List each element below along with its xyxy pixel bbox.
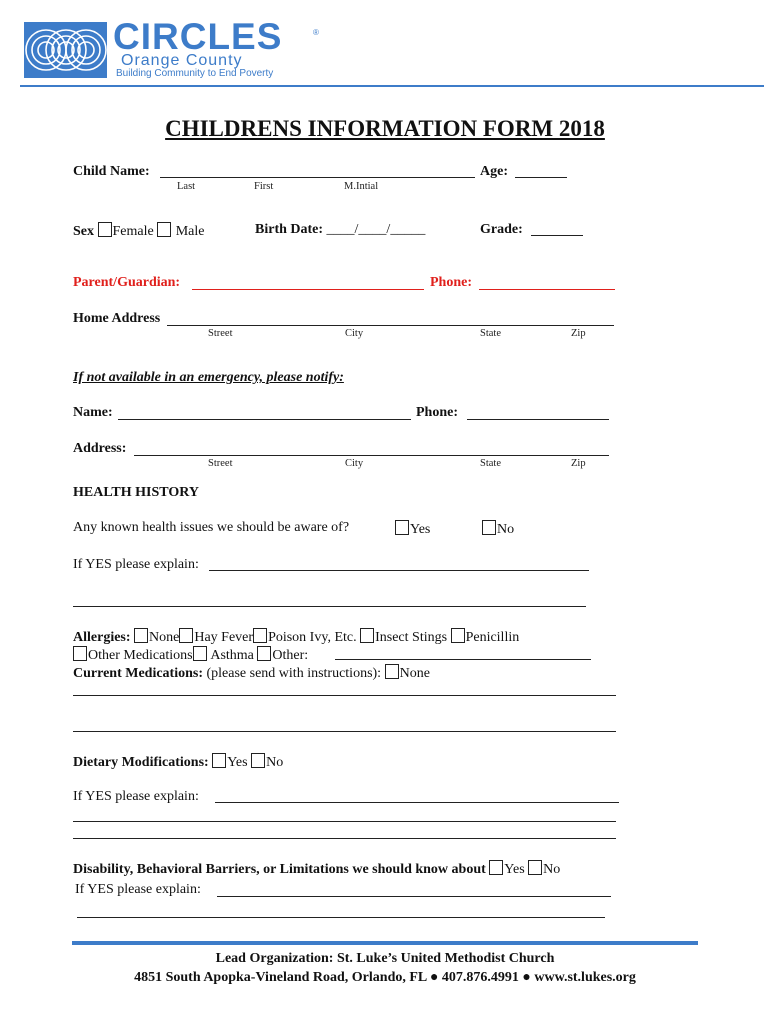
sex-row: [73, 222, 204, 240]
dietary-row: [73, 753, 283, 771]
disability-no-label: No: [543, 862, 561, 877]
child-name-field[interactable]: [160, 177, 475, 178]
health-no-option: [482, 520, 514, 538]
health-explain-field-2[interactable]: [73, 606, 586, 607]
birth-date-row: [255, 222, 425, 238]
emergency-phone-label: Phone:: [416, 405, 458, 420]
emergency-street: Street: [208, 458, 233, 469]
allergy-other-checkbox[interactable]: [257, 646, 271, 661]
allergy-penicillin-label: Penicillin: [465, 630, 520, 645]
birth-date-field[interactable]: ____/____/_____: [326, 222, 426, 237]
footer-contact: 4851 South Apopka-Vineland Road, Orlando, FL ● 407.876.4991 ● www.st.lukes.org: [134, 970, 636, 985]
form-title: CHILDRENS INFORMATION FORM 2018: [165, 116, 605, 141]
allergy-other-meds-label: Other Medications: [88, 648, 193, 663]
sex-label: Sex: [73, 224, 94, 239]
emergency-name-field[interactable]: [118, 419, 411, 420]
disability-explain-field-2[interactable]: [77, 917, 605, 918]
dietary-explain-label: If YES please explain:: [73, 789, 199, 804]
parent-field[interactable]: [192, 289, 424, 290]
footer-divider: [72, 941, 698, 945]
dietary-explain-field-2[interactable]: [73, 821, 616, 822]
footer-organization: Lead Organization: St. Luke’s United Methodist Church: [215, 951, 555, 966]
disability-label: Disability, Behavioral Barriers, or Limitations we should know about: [73, 862, 486, 877]
health-no-label: No: [497, 522, 515, 537]
allergy-other-meds-checkbox[interactable]: [73, 646, 87, 661]
emergency-heading: If not available in an emergency, please notify:: [73, 370, 344, 385]
grade-label: Grade:: [480, 222, 523, 237]
health-yes-label: Yes: [410, 522, 431, 537]
allergy-hay-fever-checkbox[interactable]: [179, 628, 193, 643]
logo-tagline: Building Community to End Poverty: [116, 68, 274, 79]
name-part-last: Last: [177, 181, 196, 192]
dietary-yes-checkbox[interactable]: [212, 753, 226, 768]
emergency-zip: Zip: [571, 458, 586, 469]
dietary-no-label: No: [266, 755, 284, 770]
emergency-phone-field[interactable]: [467, 419, 609, 420]
logo-mark: [24, 22, 107, 78]
allergy-none-checkbox[interactable]: [134, 628, 148, 643]
allergy-other-field[interactable]: [335, 659, 591, 660]
allergy-none-label: None: [149, 630, 180, 645]
allergies-row-2: [73, 646, 308, 664]
allergies-label: Allergies:: [73, 630, 131, 645]
age-label: Age:: [480, 164, 508, 179]
allergy-penicillin-checkbox[interactable]: [451, 628, 465, 643]
female-label: Female: [112, 224, 154, 239]
disability-yes-label: Yes: [504, 862, 525, 877]
health-yes-checkbox[interactable]: [395, 520, 409, 535]
logo-county: Orange County: [121, 52, 243, 69]
child-name-label: Child Name:: [73, 164, 150, 179]
health-no-checkbox[interactable]: [482, 520, 496, 535]
name-part-middle: M.Intial: [344, 181, 379, 192]
home-address-field[interactable]: [167, 325, 614, 326]
home-city: City: [345, 328, 364, 339]
home-zip: Zip: [571, 328, 586, 339]
medications-row: [73, 664, 430, 682]
allergy-insect-checkbox[interactable]: [360, 628, 374, 643]
allergy-hay-fever-label: Hay Fever: [194, 630, 254, 645]
medications-field-1[interactable]: [73, 695, 616, 696]
grade-field[interactable]: [531, 235, 583, 236]
health-explain-label: If YES please explain:: [73, 557, 199, 572]
age-field[interactable]: [515, 177, 567, 178]
medications-label: Current Medications:: [73, 666, 203, 681]
allergy-poison-ivy-checkbox[interactable]: [253, 628, 267, 643]
disability-no-checkbox[interactable]: [528, 860, 542, 875]
medications-none-checkbox[interactable]: [385, 664, 399, 679]
allergies-row: [73, 628, 519, 646]
logo-reg-mark: ®: [313, 28, 319, 37]
emergency-state: State: [480, 458, 501, 469]
dietary-explain-field-3[interactable]: [73, 838, 616, 839]
allergy-poison-ivy-label: Poison Ivy, Etc.: [268, 630, 357, 645]
health-explain-field[interactable]: [209, 570, 589, 571]
medications-note: (please send with instructions):: [206, 666, 382, 681]
allergy-insect-label: Insect Stings: [375, 630, 448, 645]
male-checkbox[interactable]: [157, 222, 171, 237]
disability-row: [73, 860, 560, 878]
parent-phone-label: Phone:: [430, 275, 472, 290]
circles-logo-icon: [24, 22, 107, 78]
logo-name: CIRCLES: [113, 16, 283, 57]
health-yes-option: [395, 520, 430, 538]
disability-explain-label: If YES please explain:: [75, 882, 201, 897]
emergency-address-label: Address:: [73, 441, 127, 456]
health-question: Any known health issues we should be aware of?: [73, 520, 350, 535]
disability-yes-checkbox[interactable]: [489, 860, 503, 875]
home-state: State: [480, 328, 501, 339]
medications-field-2[interactable]: [73, 731, 616, 732]
allergy-other-label: Other:: [272, 648, 309, 663]
dietary-no-checkbox[interactable]: [251, 753, 265, 768]
allergy-asthma-checkbox[interactable]: [193, 646, 207, 661]
male-label: Male: [175, 224, 205, 239]
female-checkbox[interactable]: [98, 222, 112, 237]
parent-phone-field[interactable]: [479, 289, 615, 290]
medications-none-label: None: [399, 666, 430, 681]
home-address-label: Home Address: [73, 311, 161, 326]
parent-label: Parent/Guardian:: [73, 275, 181, 290]
allergy-asthma-label: Asthma: [210, 648, 254, 663]
name-part-first: First: [254, 181, 274, 192]
birth-date-label: Birth Date:: [255, 222, 324, 237]
dietary-yes-label: Yes: [227, 755, 248, 770]
home-street: Street: [208, 328, 233, 339]
emergency-address-field[interactable]: [134, 455, 609, 456]
dietary-label: Dietary Modifications:: [73, 755, 209, 770]
emergency-city: City: [345, 458, 364, 469]
health-heading: HEALTH HISTORY: [73, 485, 199, 500]
dietary-explain-field[interactable]: [215, 802, 619, 803]
disability-explain-field[interactable]: [217, 896, 611, 897]
header-divider: [20, 85, 764, 87]
emergency-name-label: Name:: [73, 405, 113, 420]
